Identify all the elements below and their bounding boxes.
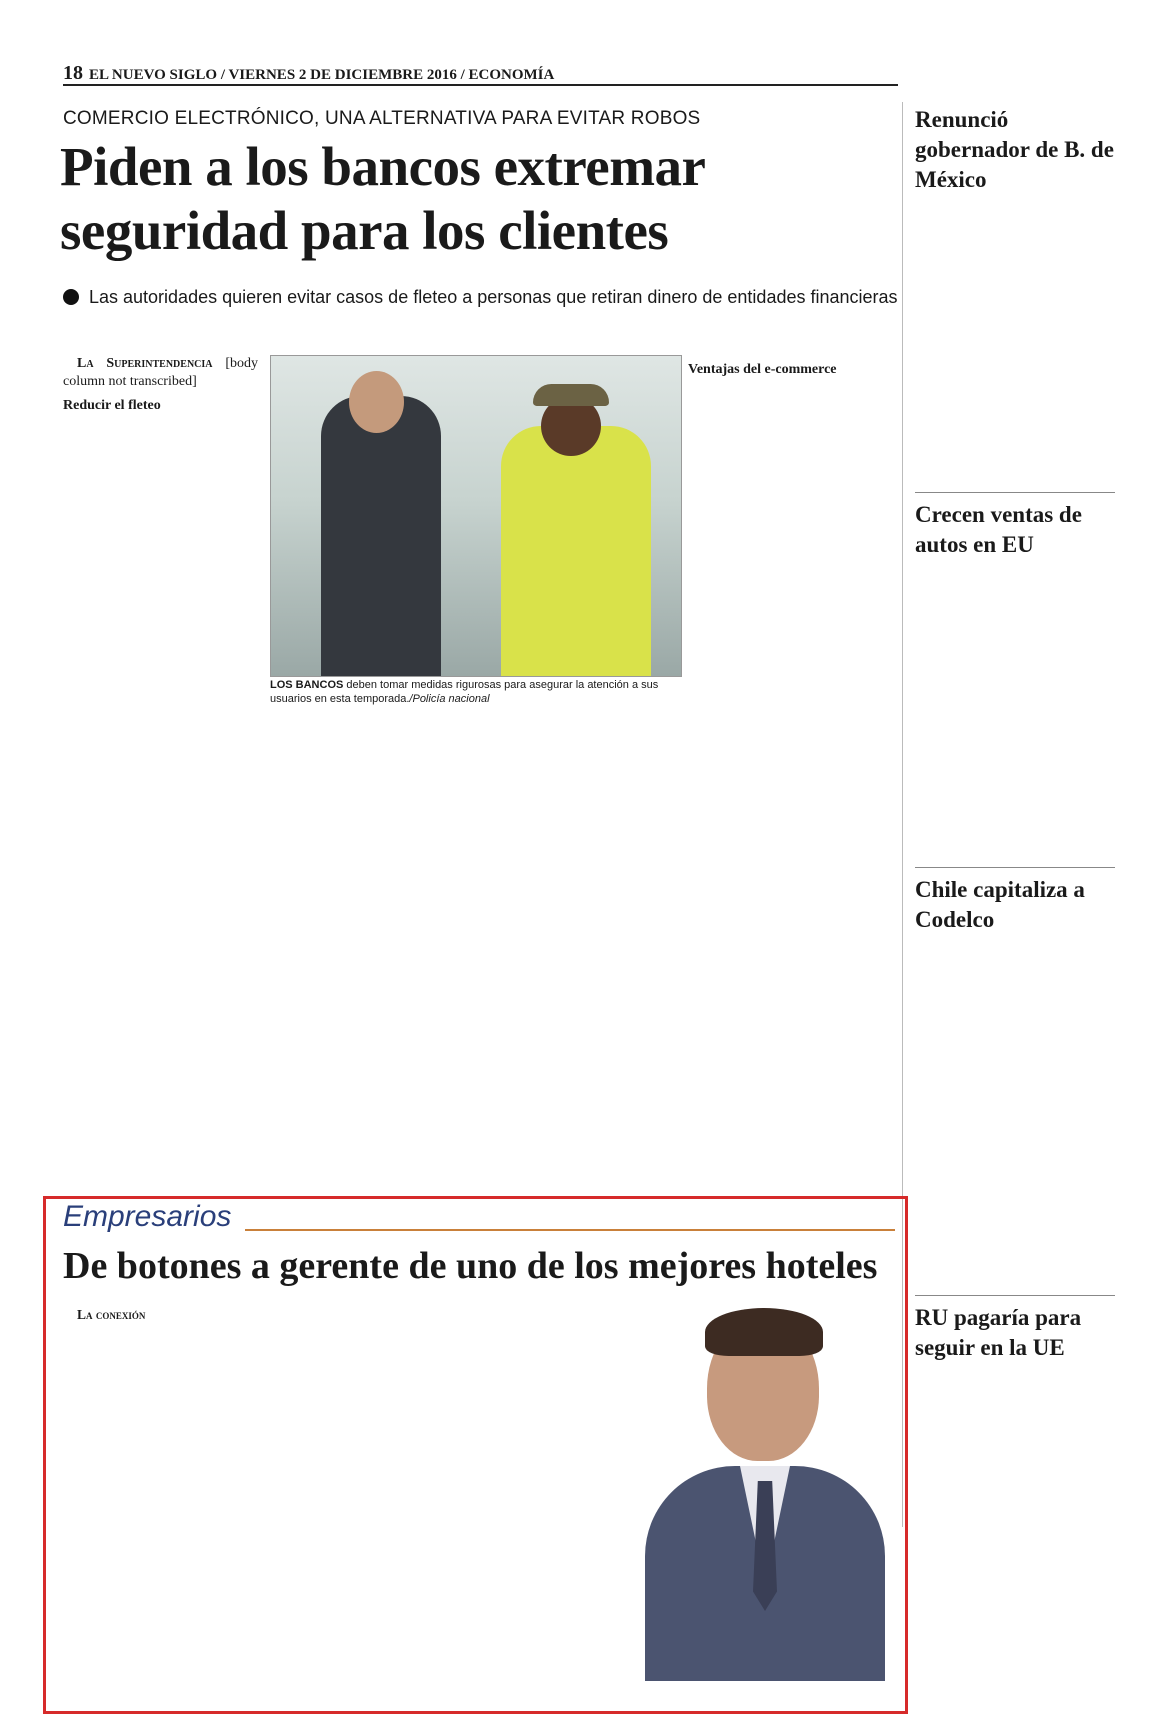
- main-col1-lede: La Superintendencia: [77, 356, 213, 371]
- main-deck-text: Las autoridades quieren evitar casos de fleteo a personas que retiran dinero de entidades financieras: [89, 287, 898, 307]
- page-folio: [63, 62, 554, 85]
- rail-story-1: [915, 105, 1115, 203]
- main-col1-subhead: Reducir el fleteo: [63, 398, 161, 413]
- empresarios-tag-rule: [245, 1229, 895, 1231]
- main-deck: [63, 285, 903, 310]
- photo-police-officer: [501, 426, 651, 676]
- folio-divider: [63, 84, 898, 86]
- executive-portrait: [645, 1296, 885, 1681]
- rail-separator: [915, 867, 1115, 868]
- caption-credit: /Policía nacional: [409, 693, 490, 705]
- photo-man-head: [349, 371, 404, 433]
- caption-lead: LOS BANCOS: [270, 679, 344, 691]
- empresarios-headline: De botones a gerente de uno de los mejores hoteles: [63, 1245, 878, 1287]
- rail-story-1-title: Renunció gobernador de B. de México: [915, 107, 1114, 192]
- main-column-4: [688, 355, 888, 385]
- rail-separator: [915, 1295, 1115, 1296]
- photo-officer-cap: [533, 384, 609, 406]
- photo-caption: [270, 678, 680, 706]
- main-column-3: [478, 715, 673, 721]
- emp-col1-lede: La conexión: [77, 1307, 146, 1322]
- bullet-icon: [63, 289, 79, 305]
- rail-story-4: [915, 1303, 1115, 1371]
- rail-story-3: [915, 875, 1115, 943]
- emp-col1-p1: [63, 1306, 258, 1324]
- empresarios-section-tag: Empresarios: [63, 1200, 232, 1233]
- main-column-2: [270, 715, 465, 721]
- rail-story-2-title: Crecen ventas de autos en EU: [915, 502, 1082, 557]
- main-photo: [270, 355, 682, 677]
- main-column-1: [63, 355, 258, 421]
- main-kicker: COMERCIO ELECTRÓNICO, UNA ALTERNATIVA PARA EVITAR ROBOS: [63, 108, 701, 129]
- rail-story-3-title: Chile capitaliza a Codelco: [915, 877, 1085, 932]
- photo-man-suit: [321, 396, 441, 676]
- rail-story-4-title: RU pagaría para seguir en la UE: [915, 1305, 1082, 1360]
- empresarios-column-2: [270, 1306, 465, 1312]
- main-col1-p1: [63, 355, 258, 391]
- empresarios-column-1: [63, 1306, 258, 1330]
- rail-separator: [915, 492, 1115, 493]
- main-col4-subhead: Ventajas del e-commerce: [688, 362, 837, 377]
- main-col1-p1-text: [body column not transcribed]: [63, 356, 258, 389]
- folio-line: EL NUEVO SIGLO / VIERNES 2 DE DICIEMBRE 2016 / ECONOMÍA: [89, 67, 555, 83]
- main-headline: Piden a los bancos extremar seguridad para los clientes: [60, 136, 705, 261]
- portrait-hair: [705, 1308, 823, 1356]
- empresarios-column-3: [478, 1306, 673, 1312]
- rail-story-2: [915, 500, 1115, 568]
- page-number: 18: [63, 62, 83, 84]
- caption-text: deben tomar medidas rigurosas para asegurar la atención a sus usuarios en esta temporada.: [270, 679, 659, 705]
